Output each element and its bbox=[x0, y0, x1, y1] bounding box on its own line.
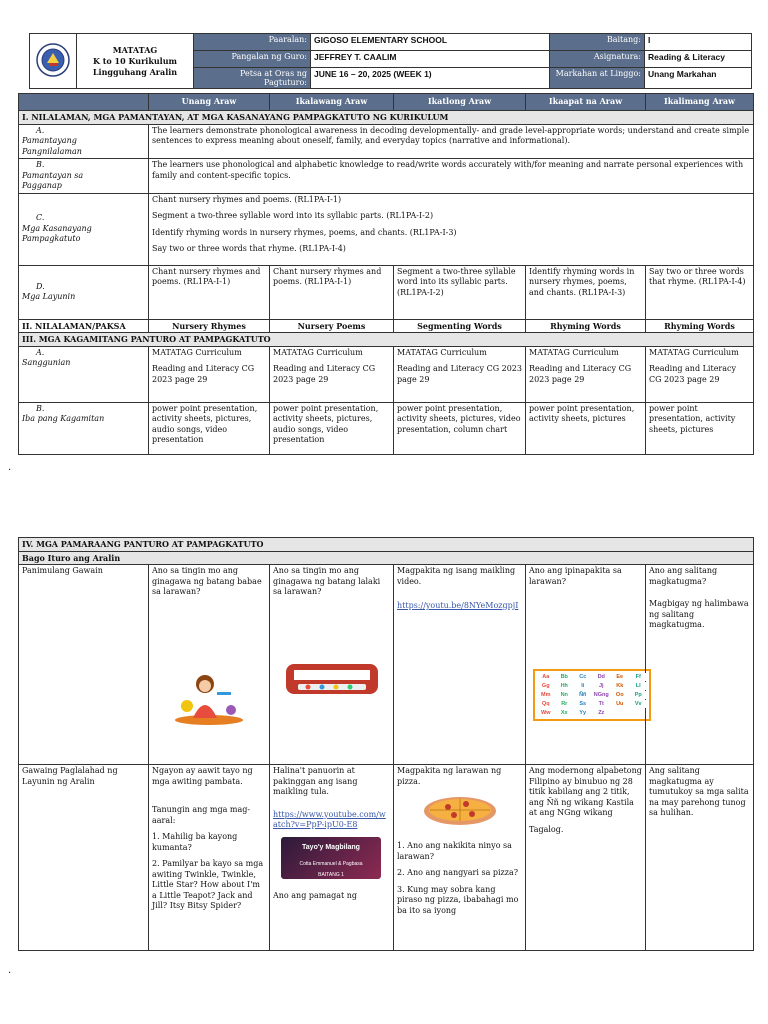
layunin-day-2: Chant nursery rhymes and poems. (RL1PA-I-1) bbox=[270, 265, 394, 319]
day-header-4: Ikaapat na Araw bbox=[526, 94, 646, 111]
paglalahad-day-2-a: Halina't panuorin at pakinggan ang isang maikling tula. bbox=[273, 766, 358, 796]
kasanayang-pampagkatuto-row bbox=[19, 193, 754, 265]
paglalahad-day-1-d: 2. Pamilyar ba kayo sa mga awiting Twinkle, Twinkle, Little Star? How about I'm a Little Teapot? Jack and Jill? Itsy Bitsy Spider? bbox=[152, 859, 264, 910]
video-thumbnail[interactable] bbox=[281, 837, 381, 879]
thumbnail-footer: BAITANG 1 bbox=[318, 871, 344, 878]
thumbnail-title: Tayo'y Magbilang bbox=[302, 843, 360, 851]
layunin-day-3: Segment a two-three syllable word into its syllabic parts. (RL1PA-I-2) bbox=[394, 265, 526, 319]
day-header-row bbox=[19, 94, 754, 111]
alphabet-tile: Ee bbox=[611, 673, 629, 681]
day-header-blank bbox=[19, 94, 149, 111]
paglalahad-row bbox=[19, 765, 754, 951]
competency-item: Segment a two-three syllable word into its syllabic parts. (RL1PA-I-2) bbox=[152, 211, 434, 220]
paksa-day-3: Segmenting Words bbox=[394, 319, 526, 333]
paaralan-label: Paaralan: bbox=[194, 34, 311, 51]
kagamitan-row bbox=[19, 402, 754, 454]
sanggunian-row bbox=[19, 346, 754, 402]
sanggunian-day-2: MATATAG Curriculum Reading and Literacy CG 2023 page 29 bbox=[270, 346, 394, 402]
sanggunian-day-1: MATATAG Curriculum Reading and Literacy CG 2023 page 29 bbox=[149, 346, 270, 402]
row-label-d: D.Mga Layunin bbox=[19, 265, 149, 319]
petsa-label: Petsa at Oras ng Pagtuturo: bbox=[194, 68, 311, 89]
girl-singing-image bbox=[169, 666, 249, 726]
row-label-c: C.Mga Kasanayang Pampagkatuto bbox=[19, 193, 149, 265]
paglalahad-day-3 bbox=[394, 765, 526, 951]
markahan-value: Unang Markahan bbox=[645, 68, 752, 89]
kasanayang-pampagkatuto-list bbox=[149, 193, 754, 265]
alphabet-tile: Dd bbox=[593, 673, 611, 681]
alphabet-tile: Pp bbox=[630, 691, 648, 699]
deped-seal-icon bbox=[36, 43, 70, 77]
panimulang-gawain-row bbox=[19, 565, 754, 765]
competency-item: Say two or three words that rhyme. (RL1PA-I-4) bbox=[152, 244, 346, 253]
deped-seal bbox=[30, 34, 77, 89]
kagamitan-day-3: power point presentation, activity sheets, pictures, video presentation, column chart bbox=[394, 402, 526, 454]
pizza-image bbox=[420, 789, 500, 829]
section-4-subtitle: Bago Ituro ang Aralin bbox=[19, 551, 754, 565]
section-2-title: II. NILALAMAN/PAKSA bbox=[19, 319, 149, 333]
alphabet-tile: Gg bbox=[537, 682, 555, 690]
page-dot: . bbox=[8, 965, 12, 976]
pamantayang-pangnilalaman-row bbox=[19, 124, 754, 159]
panimulang-gawain-label: Panimulang Gawain bbox=[19, 565, 149, 765]
paaralan-value: GIGOSO ELEMENTARY SCHOOL bbox=[311, 34, 550, 51]
alphabet-tile: Tt bbox=[593, 700, 611, 708]
header-table bbox=[29, 33, 752, 89]
paglalahad-day-3-d: 3. Kung may sobra kang piraso ng pizza, ibabahagi mo ba ito sa iyong bbox=[397, 884, 519, 915]
alphabet-tile: Ii bbox=[574, 682, 592, 690]
guro-label: Pangalan ng Guro: bbox=[194, 51, 311, 68]
alphabet-tile: NGng bbox=[593, 692, 609, 698]
section-4-title: IV. MGA PAMARAANG PANTURO AT PAMPAGKATUTO bbox=[19, 538, 754, 552]
paksa-day-2: Nursery Poems bbox=[270, 319, 394, 333]
pamantayang-pangnilalaman-text: The learners demonstrate phonological awareness in decoding developmentally- and grade level-appropriate words; understand and create simple sentences to express meaning about oneself, family, and everyday topics (narrative and informational). bbox=[149, 124, 754, 159]
alphabet-tile: Ll bbox=[630, 682, 648, 690]
paglalahad-day-1 bbox=[149, 765, 270, 951]
asignatura-value: Reading & Literacy bbox=[645, 51, 752, 68]
panimulang-day-4-text: Ano ang ipinapakita sa larawan? bbox=[529, 566, 622, 586]
paglalahad-day-3-b: 1. Ano ang nakikita ninyo sa larawan? bbox=[397, 841, 512, 861]
section-1-title: I. NILALAMAN, MGA PAMANTAYAN, AT MGA KASANAYANG PAMPAGKATUTO NG KURIKULUM bbox=[19, 111, 754, 125]
paglalahad-day-2 bbox=[270, 765, 394, 951]
panimulang-day-2-text: Ano sa tingin mo ang ginagawa ng batang lalaki sa larawan? bbox=[273, 566, 381, 596]
alphabet-tile: Vv bbox=[630, 700, 648, 708]
alphabet-tile: Cc bbox=[574, 673, 592, 681]
alphabet-tile: Kk bbox=[611, 682, 629, 690]
sanggunian-day-4: MATATAG Curriculum Reading and Literacy CG 2023 page 29 bbox=[526, 346, 646, 402]
paglalahad-day-5: Ang salitang magkatugma ay tumutukoy sa mga salita na may parehong tunog sa hulihan. bbox=[646, 765, 754, 951]
competency-item: Chant nursery rhymes and poems. (RL1PA-I-1) bbox=[152, 194, 342, 204]
paglalahad-day-1-b: Tanungin ang mga mag-aaral: bbox=[152, 805, 251, 825]
paksa-row bbox=[19, 319, 754, 333]
alphabet-tile: Hh bbox=[556, 682, 574, 690]
alphabet-chart-image bbox=[533, 669, 651, 721]
competency-item: Identify rhyming words in nursery rhymes, poems, and chants. (RL1PA-I-3) bbox=[152, 227, 457, 237]
pamantayan-sa-pagganap-row bbox=[19, 159, 754, 194]
baitang-label: Baitang: bbox=[550, 34, 645, 51]
kagamitan-day-2: power point presentation, activity sheets, pictures, audio songs, video presentation bbox=[270, 402, 394, 454]
video-link[interactable]: https://youtu.be/8NYeMozgpjI bbox=[397, 601, 519, 610]
layunin-day-4: Identify rhyming words in nursery rhymes, poems, and chants. (RL1PA-I-3) bbox=[526, 265, 646, 319]
baitang-value: I bbox=[645, 34, 752, 51]
paglalahad-day-1-a: Ngayon ay aawit tayo ng mga awiting pambata. bbox=[152, 766, 253, 786]
alphabet-tile: Ññ bbox=[574, 691, 592, 699]
title-line-3: Lingguhang Aralin bbox=[92, 66, 178, 77]
paksa-day-1: Nursery Rhymes bbox=[149, 319, 270, 333]
layunin-day-1: Chant nursery rhymes and poems. (RL1PA-I-1) bbox=[149, 265, 270, 319]
alphabet-tile: Xx bbox=[556, 709, 574, 717]
title-line-2: K to 10 Kurikulum bbox=[93, 55, 177, 66]
panimulang-day-5 bbox=[646, 565, 754, 765]
petsa-value: JUNE 16 – 20, 2025 (WEEK 1) bbox=[311, 68, 550, 89]
title-line-1: MATATAG bbox=[112, 44, 158, 55]
day-header-5: Ikalimang Araw bbox=[646, 94, 754, 111]
panimulang-day-3 bbox=[394, 565, 526, 765]
panimulang-day-4 bbox=[526, 565, 646, 765]
guro-value: JEFFREY T. CAALIM bbox=[311, 51, 550, 68]
youtube-link[interactable]: https://www.youtube.com/watch?v=PpP-ipU0-E8 bbox=[273, 809, 386, 829]
panimulang-day-1 bbox=[149, 565, 270, 765]
section-4-subtitle-row bbox=[19, 551, 754, 565]
alphabet-tile: Yy bbox=[574, 709, 592, 717]
alphabet-tile: Ff bbox=[630, 673, 648, 681]
paglalahad-day-4-a: Ang modernong alpabetong Filipino ay binubuo ng 28 titik kabilang ang 2 titik, ang Ññ ng wikang Kastila at ang NGng wikang bbox=[529, 766, 642, 817]
markahan-label: Markahan at Linggo: bbox=[550, 68, 645, 89]
row-label-a: A.Pamantayang Pangnilalaman bbox=[19, 124, 149, 159]
boy-toy-piano-image bbox=[284, 658, 380, 698]
panimulang-day-1-text: Ano sa tingin mo ang ginagawa ng batang babae sa larawan? bbox=[152, 566, 262, 596]
kagamitan-day-5: power point presentation, activity sheets, pictures bbox=[646, 402, 754, 454]
day-header-3: Ikatlong Araw bbox=[394, 94, 526, 111]
section-4-title-row bbox=[19, 538, 754, 552]
alphabet-tile: Nn bbox=[556, 691, 574, 699]
panimulang-day-5-text-b: Magbigay ng halimbawa ng salitang magkatugma. bbox=[649, 599, 749, 629]
alphabet-tile: Jj bbox=[593, 682, 611, 690]
alphabet-tile: Ss bbox=[574, 700, 592, 708]
alphabet-tile: Zz bbox=[593, 709, 611, 717]
section-1-title-row bbox=[19, 111, 754, 125]
lesson-plan-table-1 bbox=[18, 93, 754, 455]
section-3-title-row bbox=[19, 333, 754, 347]
paglalahad-day-4 bbox=[526, 765, 646, 951]
alphabet-tile: Qq bbox=[537, 700, 555, 708]
paglalahad-day-2-b: Ano ang pamagat ng bbox=[273, 890, 358, 900]
alphabet-tile: Rr bbox=[556, 700, 574, 708]
alphabet-tile: Bb bbox=[556, 673, 574, 681]
alphabet-tile: Mm bbox=[537, 691, 555, 699]
alphabet-tile: Aa bbox=[537, 673, 555, 681]
row-label-kagamitan: B.Iba pang Kagamitan bbox=[19, 402, 149, 454]
kagamitan-day-1: power point presentation, activity sheets, pictures, audio songs, video presentation bbox=[149, 402, 270, 454]
sanggunian-day-5: MATATAG Curriculum Reading and Literacy CG 2023 page 29 bbox=[646, 346, 754, 402]
layunin-day-5: Say two or three words that rhyme. (RL1PA-I-4) bbox=[646, 265, 754, 319]
paglalahad-day-4-b: Tagalog. bbox=[529, 824, 564, 834]
row-label-b: B.Pamantayan sa Pagganap bbox=[19, 159, 149, 194]
paksa-day-4: Rhyming Words bbox=[526, 319, 646, 333]
mga-layunin-row bbox=[19, 265, 754, 319]
alphabet-tile: Oo bbox=[611, 691, 629, 699]
paglalahad-label: Gawaing Paglalahad ng Layunin ng Aralin bbox=[19, 765, 149, 951]
paglalahad-day-3-c: 2. Ano ang nangyari sa pizza? bbox=[397, 868, 519, 877]
asignatura-label: Asignatura: bbox=[550, 51, 645, 68]
row-label-sanggunian: A.Sanggunian bbox=[19, 346, 149, 402]
panimulang-day-2 bbox=[270, 565, 394, 765]
page-dot: . bbox=[8, 462, 12, 473]
thumbnail-subtitle: Cotta Emmanuel & Pagbasa bbox=[299, 861, 363, 867]
alphabet-tile: Ww bbox=[537, 709, 555, 717]
day-header-1: Unang Araw bbox=[149, 94, 270, 111]
paglalahad-day-1-c: 1. Mahilig ba kayong kumanta? bbox=[152, 832, 238, 852]
paksa-day-5: Rhyming Words bbox=[646, 319, 754, 333]
section-3-title: III. MGA KAGAMITANG PANTURO AT PAMPAGKATUTO bbox=[19, 333, 754, 347]
panimulang-day-5-text-a: Ano ang salitang magkatugma? bbox=[649, 566, 718, 586]
day-header-2: Ikalawang Araw bbox=[270, 94, 394, 111]
title-block bbox=[77, 34, 194, 89]
pamantayan-sa-pagganap-text: The learners use phonological and alphabetic knowledge to read/write words accurately with/for meaning and narrate personal experiences with family and content-specific topics. bbox=[149, 159, 754, 194]
panimulang-day-3-text: Magpakita ng isang maikling video. bbox=[397, 566, 516, 586]
paglalahad-day-3-a: Magpakita ng larawan ng pizza. bbox=[397, 766, 502, 786]
lesson-plan-table-2 bbox=[18, 537, 754, 951]
kagamitan-day-4: power point presentation, activity sheets, pictures bbox=[526, 402, 646, 454]
sanggunian-day-3: MATATAG Curriculum Reading and Literacy CG 2023 page 29 bbox=[394, 346, 526, 402]
alphabet-tile: Uu bbox=[611, 700, 629, 708]
